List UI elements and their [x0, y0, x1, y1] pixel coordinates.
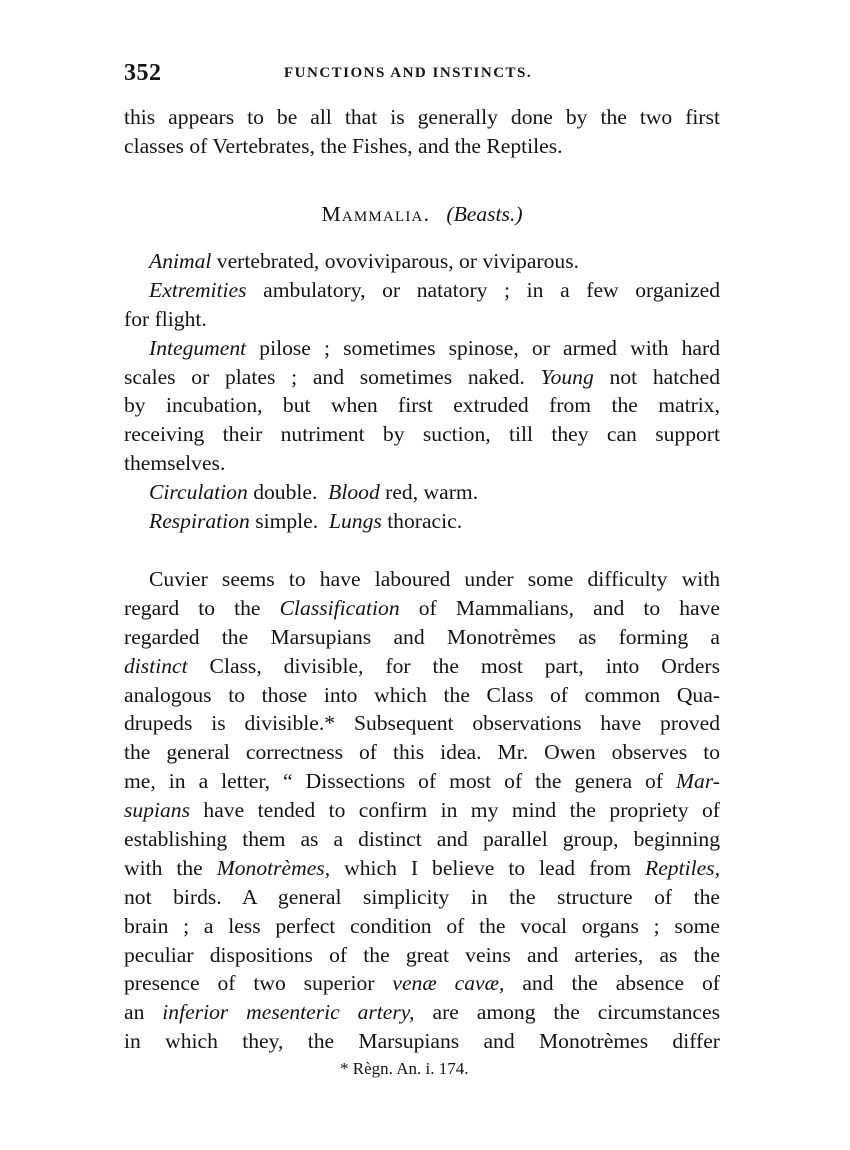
text-line: analogous to those into which the Class of common Qua- — [124, 682, 720, 707]
text-line: not birds. A general simplicity in the structure of the — [124, 884, 720, 909]
definition: not hatched — [609, 364, 720, 389]
text-line: peculiar dispositions of the great veins and arteries, as the — [124, 942, 720, 967]
character-extremities — [124, 276, 720, 305]
body-paragraph — [124, 565, 720, 1056]
footnote: * Règn. An. i. 174. — [340, 1059, 469, 1078]
term: Animal — [149, 249, 212, 273]
page-header — [124, 60, 720, 90]
text-line: regard to the Classification of Mammalians, and to have — [124, 595, 720, 620]
italic-term: venæ cavæ, — [392, 971, 505, 996]
text-line: themselves. — [124, 451, 226, 476]
character-animal — [124, 247, 720, 276]
text-line: by incubation, but when first extruded from the matrix, — [124, 393, 720, 418]
page-number: 352 — [124, 60, 162, 86]
text-line: drupeds is divisible.* Subsequent observations have proved — [124, 711, 720, 736]
term: Lungs — [328, 509, 382, 534]
term: Circulation — [149, 480, 248, 505]
term: Integument — [149, 335, 247, 360]
italic-term: Monotrèmes, — [216, 855, 331, 880]
text-line: Cuvier seems to have laboured under some difficulty with — [149, 567, 720, 591]
intro-paragraph — [124, 103, 720, 161]
running-head: FUNCTIONS AND INSTINCTS. — [284, 65, 533, 81]
term: Extremities — [149, 277, 247, 302]
text-line: with the Monotrèmes, which I believe to lead from Reptiles, — [124, 855, 720, 880]
section-heading — [124, 200, 720, 228]
italic-term: Mar- — [676, 769, 720, 794]
definition: pilose ; sometimes spinose, or armed with hard — [259, 335, 720, 360]
text-line: me, in a letter, “ Dissections of most of the genera of Mar- — [124, 769, 720, 794]
character-integument — [124, 334, 720, 363]
class-characters — [124, 247, 720, 536]
italic-term: distinct — [124, 653, 188, 678]
text-line: presence of two superior venæ cavæ, and the absence of — [124, 971, 720, 996]
text-line: supians have tended to confirm in my mind the propriety of — [124, 798, 720, 823]
section-subtitle: (Beasts.) — [446, 202, 523, 226]
text-line: regarded the Marsupians and Monotrèmes as forming a — [124, 624, 720, 649]
definition: simple. — [255, 509, 319, 534]
text-line: brain ; a less perfect condition of the vocal organs ; some — [124, 913, 720, 938]
text-line: for flight. — [124, 306, 207, 331]
definition: red, warm. — [385, 480, 479, 505]
definition: ambulatory, or natatory ; in a few organized — [263, 277, 720, 302]
text-line: in which they, the Marsupians and Monotrèmes differ — [124, 1029, 720, 1054]
text-line: receiving their nutriment by suction, till they can support — [124, 422, 720, 447]
text-line: this appears to be all that is generally done by the two first — [124, 105, 720, 129]
text-line: the general correctness of this idea. Mr. Owen observes to — [124, 740, 720, 765]
definition: vertebrated, ovoviviparous, or viviparous. — [216, 249, 579, 273]
italic-term: supians — [124, 798, 190, 823]
definition: scales or plates ; and sometimes naked. — [124, 364, 525, 389]
character-respiration — [124, 507, 720, 536]
text-line: an inferior mesenteric artery, are among the circumstances — [124, 1000, 720, 1025]
text-line: distinct Class, divisible, for the most part, into Orders — [124, 653, 720, 678]
text-line — [124, 363, 720, 392]
character-circulation — [124, 478, 720, 507]
italic-term: inferior mesenteric artery, — [162, 1000, 415, 1025]
italic-term: Reptiles, — [645, 855, 720, 880]
section-title: Mammalia. — [321, 202, 431, 226]
definition: thoracic. — [387, 509, 463, 534]
term: Young — [540, 364, 594, 389]
definition: double. — [253, 480, 318, 505]
term: Blood — [328, 480, 380, 505]
text-line: classes of Vertebrates, the Fishes, and the Reptiles. — [124, 133, 563, 158]
term: Respiration — [149, 509, 250, 534]
italic-term: Classification — [279, 595, 400, 620]
text-line: establishing them as a distinct and parallel group, beginning — [124, 827, 720, 852]
